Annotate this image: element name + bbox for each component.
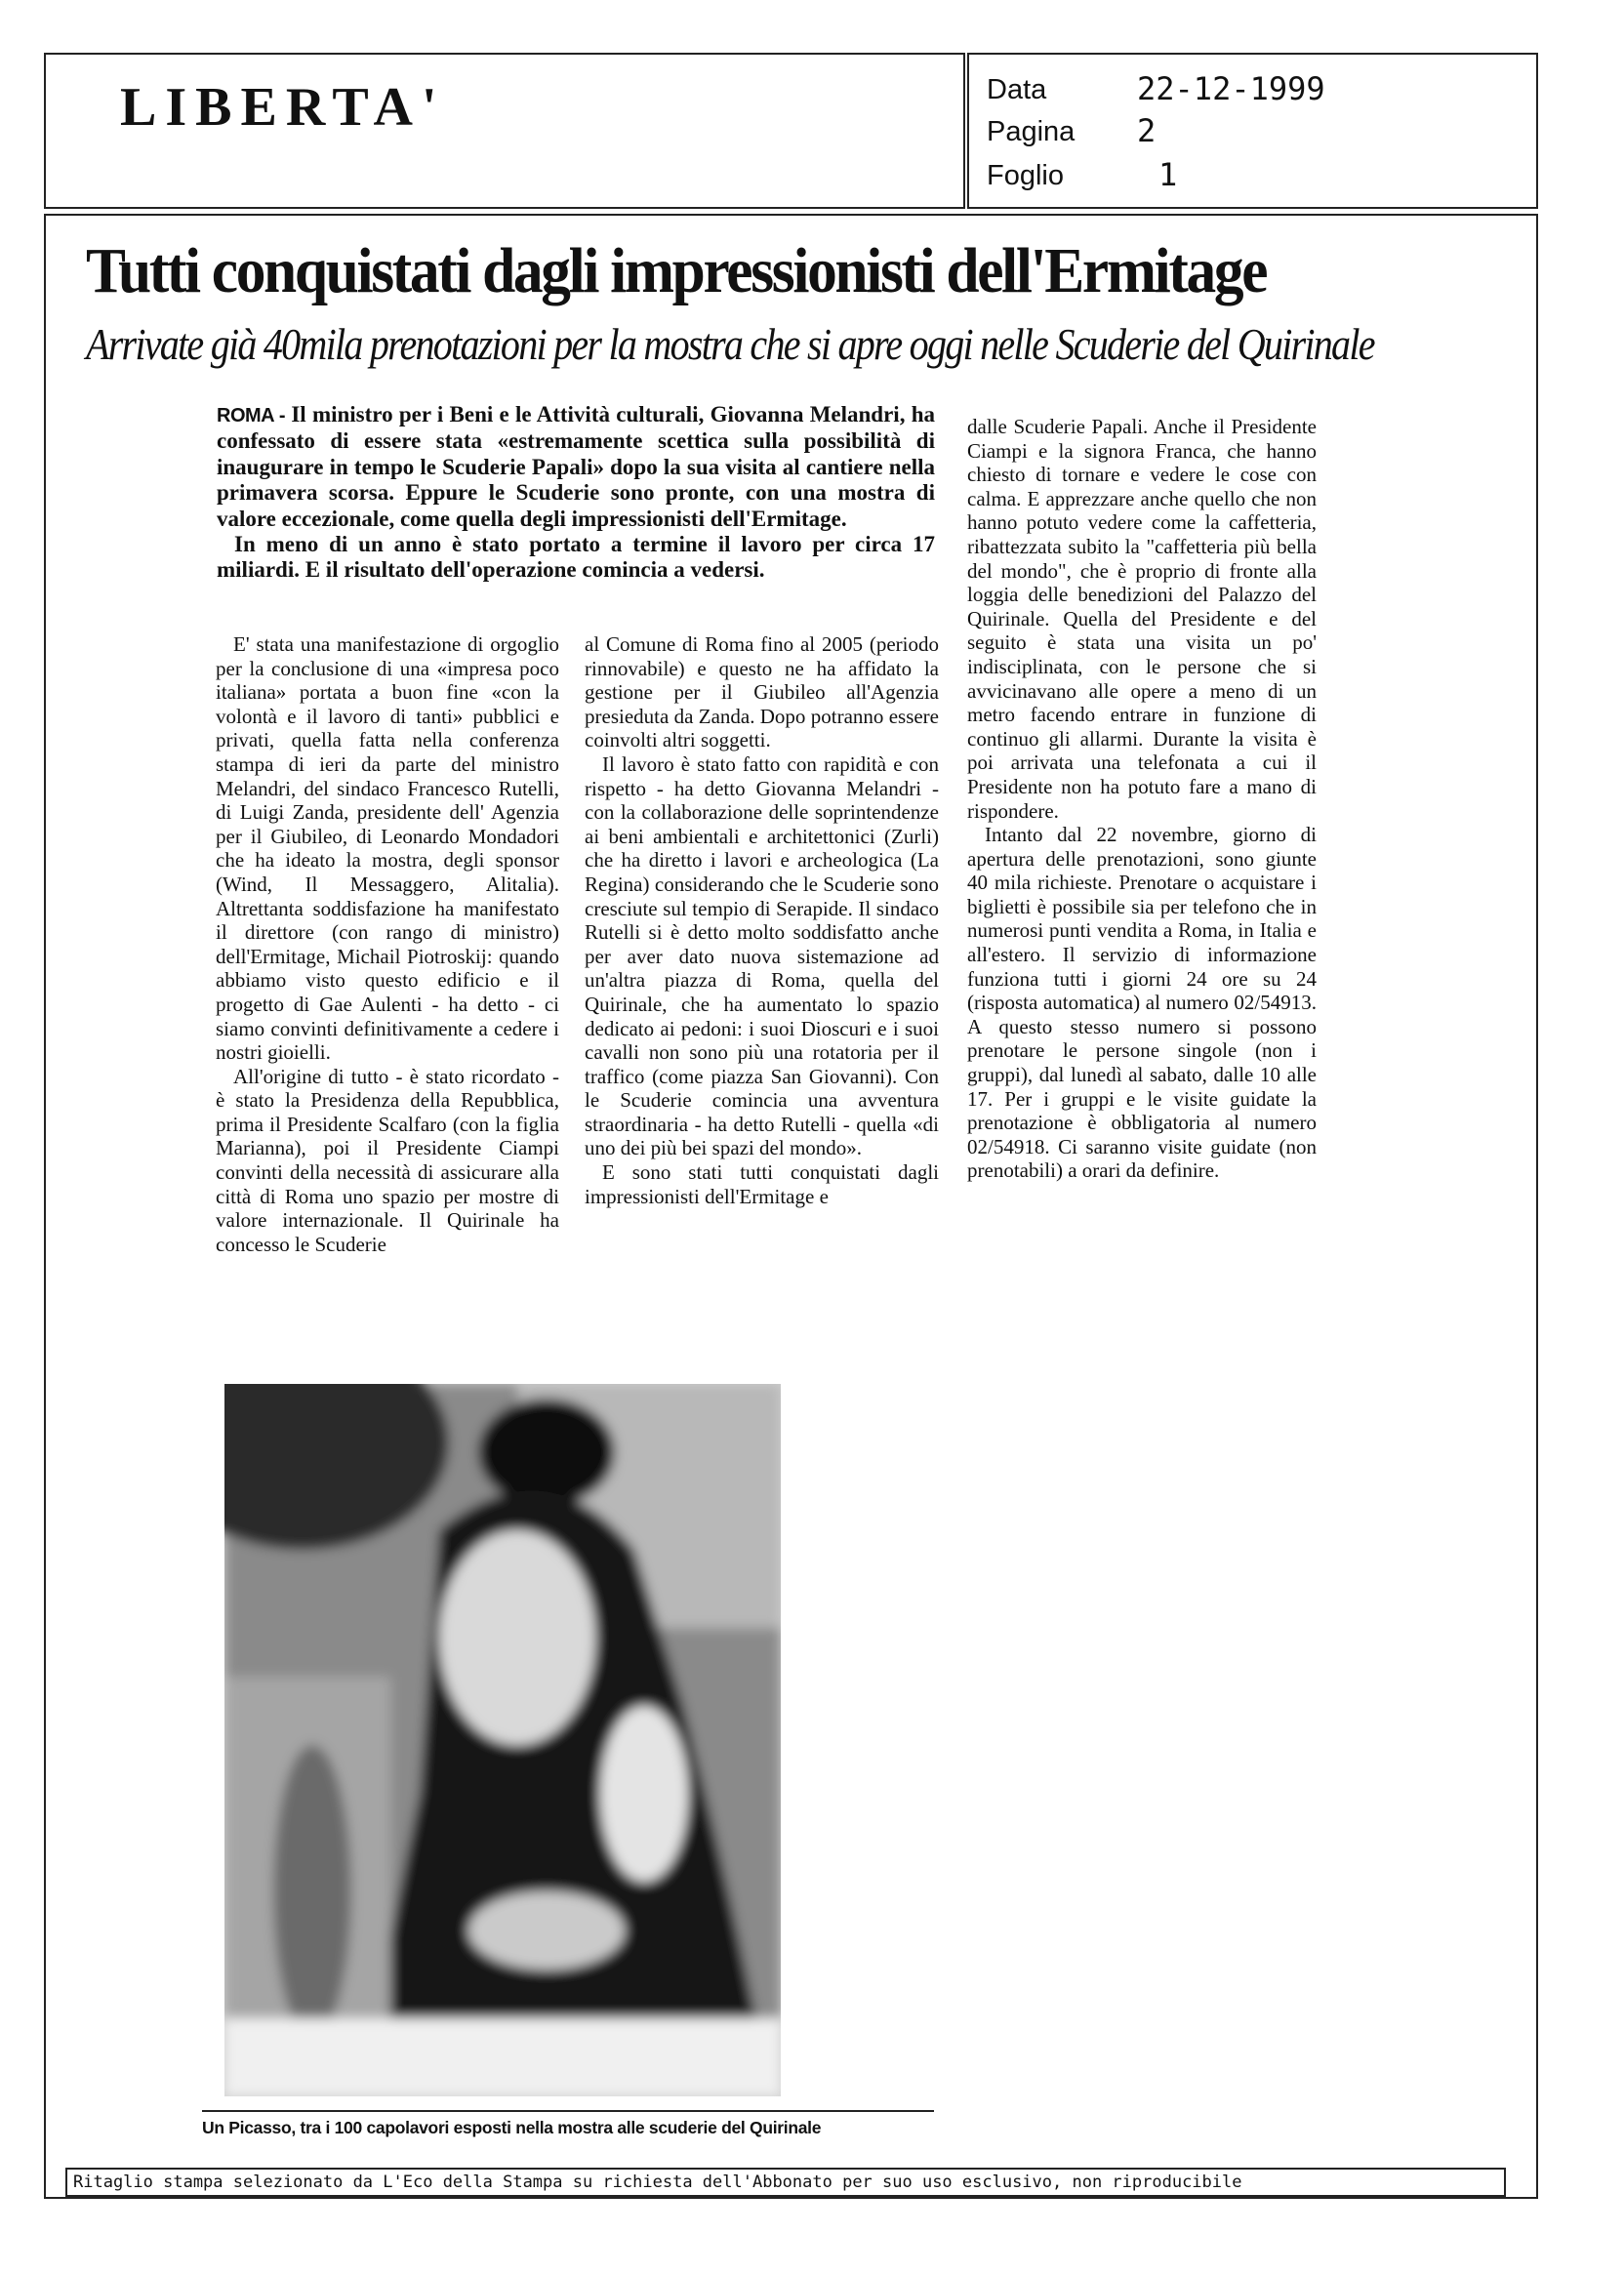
meta-sheet <box>987 156 1178 193</box>
masthead-box <box>44 53 965 209</box>
lead-paragraph: In meno di un anno è stato portato a termine il lavoro per circa 17 miliardi. E il risultato dell'operazione comincia a vedersi. <box>217 532 935 583</box>
column-3 <box>967 415 1317 1183</box>
clipping-notice: Ritaglio stampa selezionato da L'Eco della Stampa su richiesta dell'Abbonato per suo uso esclusivo, non riproducibile <box>65 2168 1506 2197</box>
lead-paragraph: Il ministro per i Beni e le Attività culturali, Giovanna Melandri, ha confessato di essere stata «estremamente scettica sulla possibilità di inaugurare in tempo le Scuderie Papali» dopo la sua visita al cantiere nella primavera scorsa. Eppure le Scuderie sono pronte, con una mostra di valore eccezionale, come quella degli impressionisti dell'Ermitage. <box>217 402 935 531</box>
column-1 <box>216 632 559 1256</box>
paragraph: E sono stati tutti conquistati dagli impressionisti dell'Ermitage e <box>585 1160 939 1208</box>
meta-value: 22-12-1999 <box>1137 70 1325 107</box>
photo-caption: Un Picasso, tra i 100 capolavori esposti nella mostra alle scuderie del Quirinale <box>202 2110 934 2138</box>
meta-label: Data <box>987 74 1047 105</box>
meta-value: 1 <box>1158 156 1178 193</box>
newspaper-masthead: LIBERTA' <box>120 77 446 138</box>
dateline: ROMA - <box>217 405 286 426</box>
article-title: Tutti conquistati dagli impressionisti dell'Ermitage <box>86 235 1267 306</box>
paragraph: E' stata una manifestazione di orgoglio per la conclusione di una «impresa poco italiana» portata a buon fine «con la volontà e il lavoro di tanti» pubblici e privati, quella fatta nella conferenza stampa di ieri da parte del ministro Melandri, del sindaco Francesco Rutelli, di Luigi Zanda, presidente dell' Agenzia per il Giubileo, di Leonardo Mondadori che ha ideato la mostra, degli sponsor (Wind, Il Messaggero, Alitalia). Altrettanta soddisfazione ha manifestato il direttore (con rango di ministro) dell'Ermitage, Michail Piotroskij: quando abbiamo visto questo edificio e il progetto di Gae Aulenti - ha detto - ci siamo convinti definitivamente a cedere i nostri gioielli. <box>216 632 559 1065</box>
meta-label: Foglio <box>987 160 1064 191</box>
meta-value: 2 <box>1137 112 1157 149</box>
paragraph: dalle Scuderie Papali. Anche il Presidente Ciampi e la signora Franca, che hanno chiesto di tornare e vedere le cose con calma. E apprezzare anche quello che non hanno potuto vedere come la caffetteria, ribattezzata subito la "caffetteria più bella del mondo", che è proprio di fronte alla loggia delle benedizioni del Palazzo del Quirinale. Quella del Presidente e del seguito è stata una visita un po' indisciplinata, con le persone che si avvicinavano alle opere a meno di un metro facendo entrare in funzione di continuo gli allarmi. Durante la visita è poi arrivata una telefonata a cui il Presidente non ha potuto fare a mano di rispondere. <box>967 415 1317 823</box>
meta-label: Pagina <box>987 116 1076 147</box>
article-photo <box>224 1384 781 2096</box>
paragraph: All'origine di tutto - è stato ricordato - è stato la Presidenza della Repubblica, prima il Presidente Scalfaro (con la figlia Marianna), poi il Presidente Ciampi convinti della necessità di assicurare alla città di Roma uno spazio per mostre di valore internazionale. Il Quirinale ha concesso le Scuderie <box>216 1064 559 1256</box>
metadata-box <box>967 53 1538 209</box>
meta-date <box>987 70 1325 107</box>
paragraph: al Comune di Roma fino al 2005 (periodo rinnovabile) e questo ne ha affidato la gestione per il Giubileo all'Agenzia presieduta da Zanda. Dopo potranno essere coinvolti altri soggetti. <box>585 632 939 752</box>
column-2 <box>585 632 939 1208</box>
picasso-painting-image <box>224 1384 781 2096</box>
paragraph: Il lavoro è stato fatto con rapidità e con rispetto - ha detto Giovanna Melandri - con la collaborazione delle soprintendenze ai beni ambientali e architettonici (Zurli) che ha diretto i lavori e archeologica (La Regina) considerando che le Scuderie sono cresciute sul tempio di Serapide. Il sindaco Rutelli si è detto molto soddisfatto anche per aver dato nuova sistemazione ad un'altra piazza di Roma, quella del Quirinale, che ha aumentato lo spazio dedicato ai pedoni: i suoi Dioscuri e i suoi cavalli non sono più una rotatoria per il traffico (come piazza San Giovanni). Con le Scuderie comincia una avventura straordinaria - ha detto Rutelli - quella «di uno dei più bei spazi del mondo». <box>585 751 939 1160</box>
meta-page <box>987 112 1157 149</box>
article-lead <box>217 402 935 584</box>
article-subtitle: Arrivate già 40mila prenotazioni per la mostra che si apre oggi nelle Scuderie del Quirinale <box>86 319 1374 369</box>
paragraph: Intanto dal 22 novembre, giorno di apertura delle prenotazioni, sono giunte 40 mila richieste. Prenotare o acquistare i biglietti è possibile sia per telefono che in numerosi punti vendita a Roma, in Italia e all'estero. Il servizio di informazione funziona tutti i giorni 24 ore su 24 (risposta automatica) al numero 02/54913. A questo stesso numero si possono prenotare le persone singole (non i gruppi), dal lunedì al sabato, dalle 10 alle 17. Per i gruppi e le visite guidate la prenotazione è obbligatoria al numero 02/54918. Ci saranno visite guidate (non prenotabili) a orari da definire. <box>967 823 1317 1183</box>
